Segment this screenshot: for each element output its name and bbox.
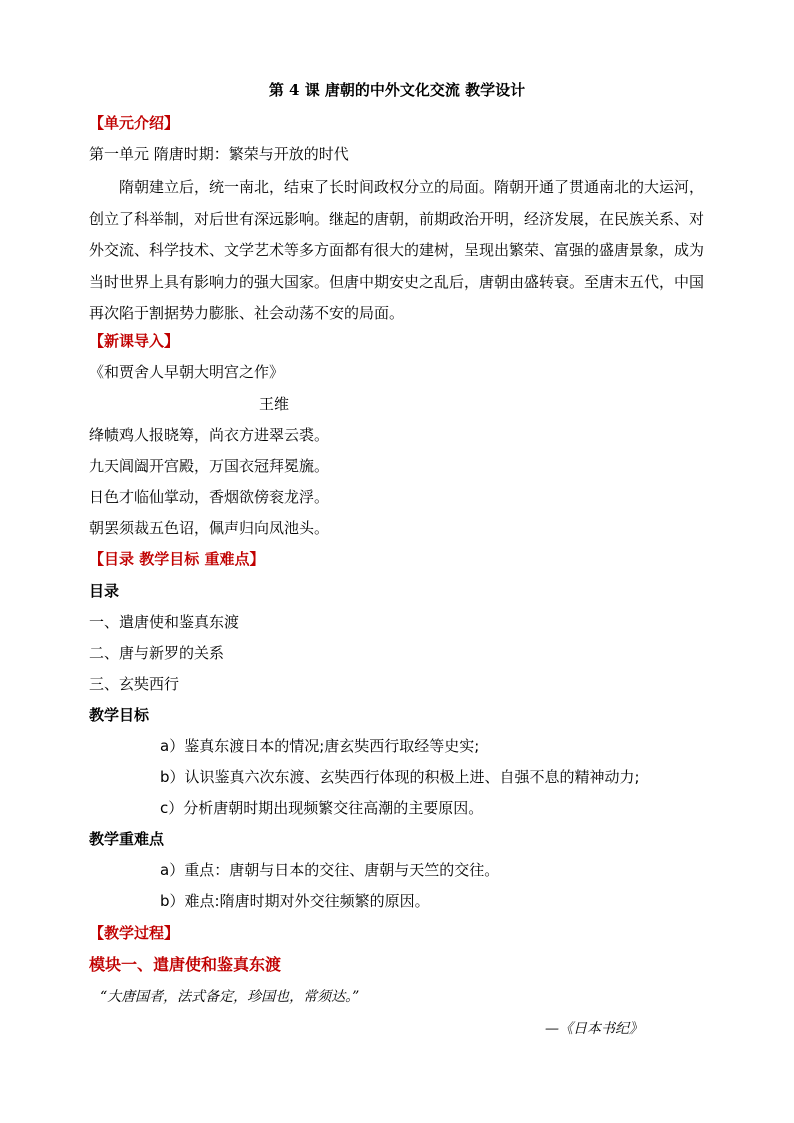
toc-item: 二、唐与新罗的关系 (89, 644, 225, 662)
poem-title: 《和贾舍人早朝大明宫之作》 (89, 363, 285, 381)
unit-paragraph: 隋朝建立后，统一南北，结束了长时间政权分立的局面。隋朝开通了贯通南北的大运河，创立了科举制，对后世有深远影响。继起的唐朝，前期政治开明，经济发展，在民族关系、对外交流、科学技术、文学艺术等多方面都有很大的建树，呈现出繁荣、富强的盛唐景象，成为当时世界上具有影响力的强大国家。但唐中期安史之乱后，唐朝由盛转衰。至唐末五代，中国再次陷于割据势力膨胀、社会动荡不安的局面。 (89, 178, 705, 322)
keypoint-item: b）难点:隋唐时期对外交往频繁的原因。 (160, 892, 430, 910)
goal-item: a）鉴真东渡日本的情况;唐玄奘西行取经等史实; (160, 737, 480, 755)
page-title: 第 4 课 唐朝的中外文化交流 教学设计 (268, 81, 526, 99)
teaching-process-header: 【教学过程】 (89, 924, 180, 942)
toc-item: 三、玄奘西行 (89, 675, 180, 693)
toc-title: 目录 (89, 582, 120, 600)
keypoint-item: a）重点：唐朝与日本的交往、唐朝与天竺的交往。 (160, 861, 500, 879)
poem-author: 王维 (259, 395, 290, 413)
toc-goals-header: 【目录 教学目标 重难点】 (89, 550, 265, 568)
keypoints-title: 教学重难点 (89, 830, 165, 848)
goal-item: c）分析唐朝时期出现频繁交往高潮的主要原因。 (160, 799, 484, 817)
poem-line: 绛帻鸡人报晓筹，尚衣方进翠云裘。 (89, 426, 330, 444)
poem-line: 朝罢须裁五色诏，佩声归向凤池头。 (89, 519, 330, 537)
goals-title: 教学目标 (89, 706, 150, 724)
toc-item: 一、遣唐使和鉴真东渡 (89, 613, 240, 631)
quote-source: —《日本书纪》 (545, 1021, 643, 1037)
poem-line: 九天阊阖开宫殿，万国衣冠拜冕旒。 (89, 457, 330, 475)
module1-title: 模块一、遣唐使和鉴真东渡 (89, 955, 282, 974)
unit-name: 第一单元 隋唐时期：繁荣与开放的时代 (89, 145, 349, 163)
new-lesson-intro-header: 【新课导入】 (89, 332, 180, 350)
quote-text: “大唐国者，法式备定，珍国也，常须达。” (100, 989, 360, 1005)
poem-line: 日色才临仙掌动，香烟欲傍衮龙浮。 (89, 488, 330, 506)
goal-item: b）认识鉴真六次东渡、玄奘西行体现的积极上进、自强不息的精神动力; (160, 768, 640, 786)
unit-intro-header: 【单元介绍】 (89, 114, 180, 132)
